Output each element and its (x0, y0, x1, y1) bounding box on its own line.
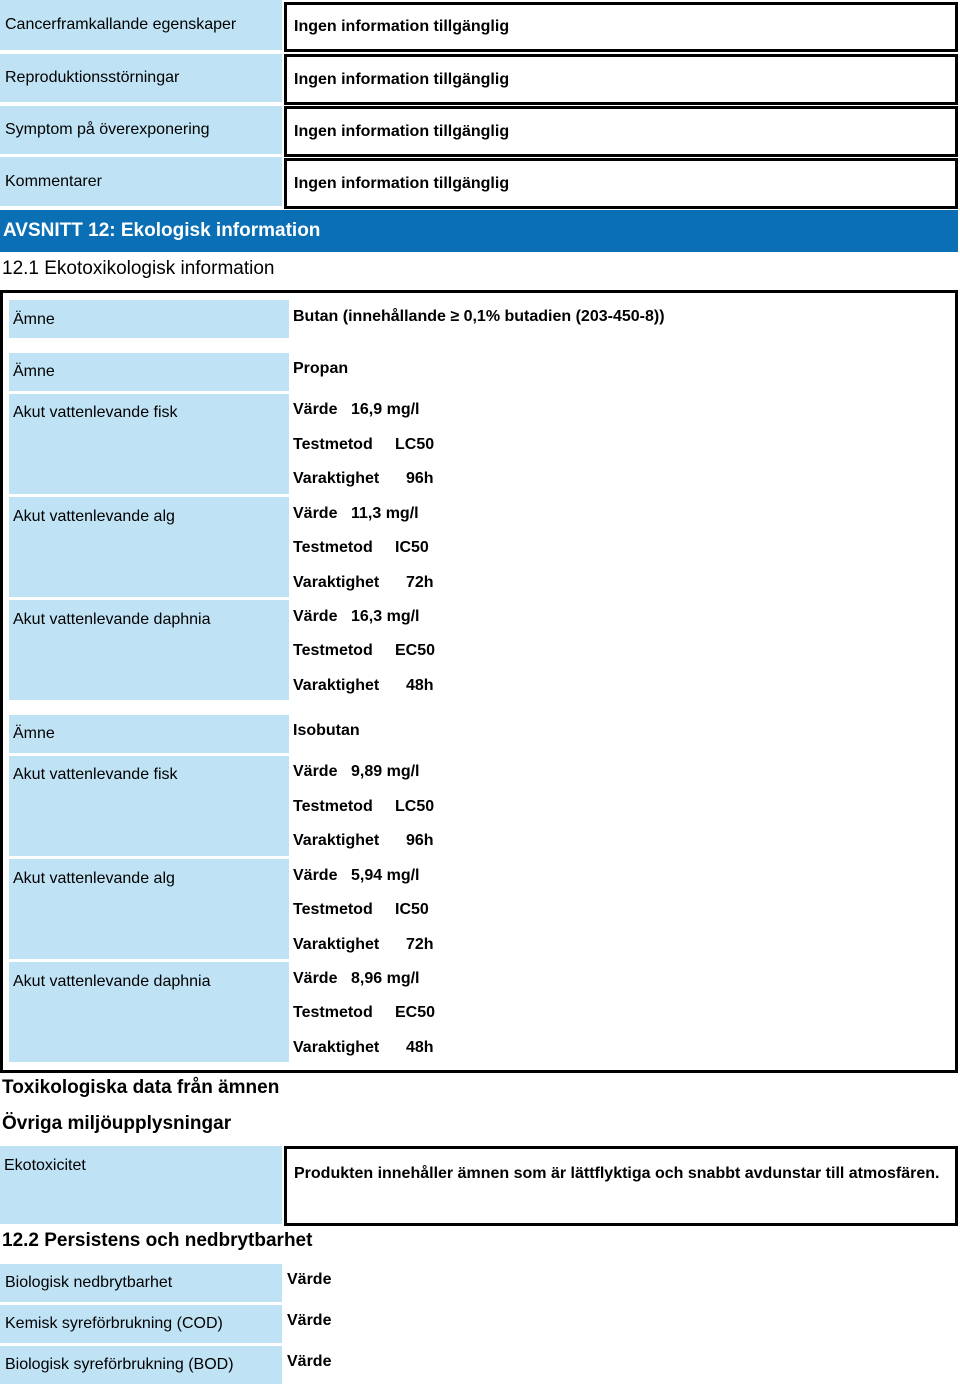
tox-heading: Toxikologiska data från ämnen (2, 1077, 280, 1098)
field-duration-label: Varaktighet (293, 574, 380, 591)
field-method-label: Testmetod (293, 901, 373, 918)
row-value-bod: Värde (287, 1353, 332, 1370)
label-text: Biologisk nedbrytbarhet (5, 1274, 173, 1291)
label-text: Ämne (13, 363, 55, 380)
value-text: Ingen information tillgänglig (294, 70, 510, 88)
value-text: Ingen information tillgänglig (294, 174, 510, 192)
row-value-cod: Värde (287, 1312, 332, 1329)
section-header-text: AVSNITT 12: Ekologisk information (3, 220, 321, 241)
test-duration: 48h (406, 677, 434, 694)
test-label-alg (9, 859, 289, 959)
test-duration: 48h (406, 1039, 434, 1056)
row-value-biodegradability: Värde (287, 1271, 332, 1288)
test-duration: 96h (406, 470, 434, 487)
field-method-label: Testmetod (293, 1004, 373, 1021)
label-text: Kommentarer (5, 172, 102, 190)
label-text: Cancerframkallande egenskaper (5, 16, 237, 33)
field-duration-label: Varaktighet (293, 832, 380, 849)
env-heading: Övriga miljöupplysningar (2, 1113, 232, 1134)
row-value-symptoms (284, 106, 958, 157)
label-text: Akut vattenlevande alg (13, 508, 175, 525)
test-method: EC50 (395, 642, 436, 659)
label-text: Ämne (13, 725, 55, 742)
test-duration: 96h (406, 832, 434, 849)
row-value-reproduction (284, 54, 958, 105)
test-value: 16,3 mg/l (351, 608, 420, 625)
field-value-label: Värde (293, 763, 338, 780)
row-label-biodegradability (0, 1264, 282, 1302)
test-method: LC50 (395, 436, 435, 453)
row-value-cancer (284, 2, 958, 52)
field-method-label: Testmetod (293, 642, 373, 659)
field-value-label: Värde (293, 867, 338, 884)
field-value-label: Värde (293, 401, 338, 418)
row-label-bod (0, 1346, 282, 1384)
label-text: Akut vattenlevande fisk (13, 404, 178, 421)
ecotox-value (284, 1146, 958, 1226)
subsection-title-12-1: 12.1 Ekotoxikologisk information (2, 258, 275, 279)
label-text: Akut vattenlevande daphnia (13, 973, 211, 990)
substance-name-isobutan: Isobutan (293, 722, 360, 739)
substance-label (9, 353, 289, 391)
label-text: Kemisk syreförbrukning (COD) (5, 1315, 223, 1332)
test-label-daphnia (9, 962, 289, 1062)
test-duration: 72h (406, 936, 434, 953)
ecotox-label (0, 1146, 282, 1224)
field-value-label: Värde (293, 970, 338, 987)
label-text: Akut vattenlevande alg (13, 870, 175, 887)
field-value-label: Värde (293, 608, 338, 625)
test-label-alg (9, 497, 289, 597)
label-text: Akut vattenlevande fisk (13, 766, 178, 783)
row-label-comments (0, 157, 282, 206)
row-label-symptoms (0, 106, 282, 154)
substance-label (9, 715, 289, 753)
row-label-cancer (0, 0, 282, 50)
substance-name-butan: Butan (innehållande ≥ 0,1% butadien (203-450-8)) (293, 308, 665, 325)
row-value-comments (284, 158, 958, 209)
label-text: Biologisk syreförbrukning (BOD) (5, 1356, 234, 1373)
test-method: IC50 (395, 901, 429, 918)
label-text: Symptom på överexponering (5, 121, 210, 138)
field-method-label: Testmetod (293, 539, 373, 556)
value-text: Ingen information tillgänglig (294, 122, 510, 140)
value-text: Ingen information tillgänglig (294, 18, 510, 35)
label-text: Reproduktionsstörningar (5, 69, 180, 86)
test-label-fish (9, 756, 289, 856)
field-duration-label: Varaktighet (293, 1039, 380, 1056)
test-method: IC50 (395, 539, 429, 556)
field-value-label: Värde (293, 505, 338, 522)
field-duration-label: Varaktighet (293, 677, 380, 694)
label-text: Ämne (13, 311, 55, 328)
test-value: 8,96 mg/l (351, 970, 420, 987)
value-text: Produkten innehåller ämnen som är lättflyktiga och snabbt avdunstar till atmosfären. (294, 1165, 940, 1182)
field-duration-label: Varaktighet (293, 936, 380, 953)
test-label-fish (9, 394, 289, 494)
label-text: Akut vattenlevande daphnia (13, 611, 211, 628)
field-duration-label: Varaktighet (293, 470, 380, 487)
row-label-reproduction (0, 54, 282, 102)
test-duration: 72h (406, 574, 434, 591)
substance-label (9, 300, 289, 338)
subsection-title-12-2: 12.2 Persistens och nedbrytbarhet (2, 1230, 313, 1251)
test-value: 9,89 mg/l (351, 763, 420, 780)
test-value: 5,94 mg/l (351, 867, 420, 884)
substance-name-propan: Propan (293, 360, 349, 377)
field-method-label: Testmetod (293, 798, 373, 815)
test-method: EC50 (395, 1004, 436, 1021)
test-label-daphnia (9, 600, 289, 700)
section-header (0, 210, 958, 252)
row-label-cod (0, 1305, 282, 1343)
label-text: Ekotoxicitet (4, 1157, 86, 1174)
test-value: 16,9 mg/l (351, 401, 420, 418)
field-method-label: Testmetod (293, 436, 373, 453)
test-value: 11,3 mg/l (351, 505, 419, 522)
test-method: LC50 (395, 798, 435, 815)
